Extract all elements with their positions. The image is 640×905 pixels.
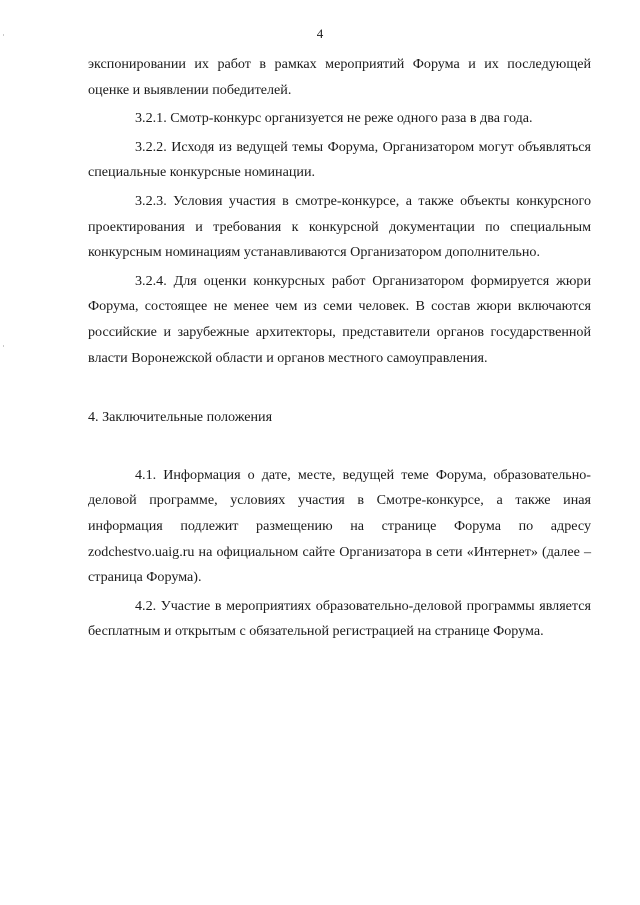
scan-margin-mark-middle <box>3 345 4 347</box>
paragraph-4-2: 4.2. Участие в мероприятиях образовательно-деловой программы является бесплатным и открытым с обязательной регистрацией на странице Форума. <box>88 597 591 640</box>
paragraph-3-2-3: 3.2.3. Условия участия в смотре-конкурсе, а также объекты конкурсного проектирования и требования к конкурсной документации по специальным конкурсным номинациям устанавливаются Организатором дополнительно. <box>88 192 591 261</box>
paragraph-4-1: 4.1. Информация о дате, месте, ведущей теме Форума, образовательно-деловой программе, условиях участия в Смотре-конкурсе, а также иная информация подлежит размещению на странице Форума по адресу zodchestvo.uaig.ru на официальном сайте Организатора в сети «Интернет» (далее – страница Форума). <box>88 466 591 586</box>
section-heading: 4. Заключительные положения <box>88 409 273 426</box>
paragraph-3-2-1: 3.2.1. Смотр-конкурс организуется не реже одного раза в два года. <box>135 110 533 127</box>
document-body <box>88 52 591 648</box>
paragraph-3-2-2: 3.2.2. Исходя из ведущей темы Форума, Организатором могут объявляться специальные конкурсные номинации. <box>88 138 591 181</box>
page-number: 4 <box>316 26 324 41</box>
paragraph-3-2-4: 3.2.4. Для оценки конкурсных работ Организатором формируется жюри Форума, состоящее не менее чем из семи человек. В состав жюри включаются российские и зарубежные архитекторы, представители органов государственной власти Воронежской области и органов местного самоуправления. <box>88 272 591 366</box>
paragraph-continuation: экспонировании их работ в рамках мероприятий Форума и их последующей оценке и выявлении победителей. <box>88 56 591 98</box>
